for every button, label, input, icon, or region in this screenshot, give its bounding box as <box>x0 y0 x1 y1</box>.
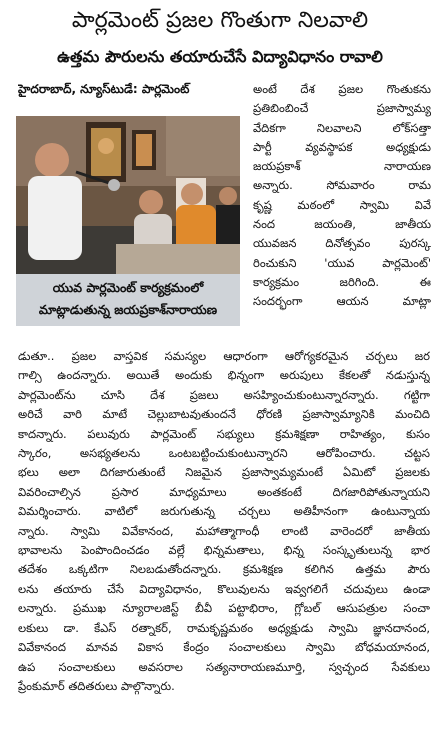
column-line: జయప్రకాశ్ నారాయణ <box>253 159 431 174</box>
column-line: యువజన దినోత్సవం పురస్క <box>253 236 431 251</box>
column-line: కృష్ణ మఠంలో స్వామి వివే <box>253 197 431 212</box>
body-line: అరిచే వారి మాటే చెల్లుబాటవుతుందనే ధోరణి ప్రజాస్వామ్యానికి మంచిది <box>18 407 430 422</box>
body-line: భావాలను పెంపొందించడం వల్లే భిన్నమతాలు, భిన్న సంస్కృతులున్న భార <box>18 543 430 558</box>
body-line: స్కారం, అసభ్యతలను ఒంటబట్టించుకుంటున్నారని ఆరోపించారు. చట్టస <box>18 446 430 461</box>
right-column-text <box>253 80 431 312</box>
body-line: తదేశం ఒక్కటిగా నిలబడుతోందన్నారు. క్రమశిక్షణ కలిగిన ఉత్తమ పౌరు <box>18 562 430 577</box>
body-line: లన్నారు. ప్రముఖ న్యూరాలజిస్ట్ బీవీ పట్టాభిరాం, గ్లోబల్ ఆసుపత్రుల సంచా <box>18 601 430 616</box>
column-line: వేదికగా నిలవాలని లోక్‌సత్తా <box>253 120 431 135</box>
body-line: పార్లమెంట్‌ను చూసి దేశ ప్రజలు అసహ్యించుకుంటున్నారన్నారు. గట్టిగా <box>18 387 430 402</box>
photo-illustration <box>16 116 240 274</box>
body-line: లకులు డా. కేఎస్ రత్నాకర్, రామకృష్ణమఠం అధ్యక్షుడు స్వామి జ్ఞానదానంద, <box>18 620 430 635</box>
subheadline: ఉత్తమ పౌరులను తయారుచేసే విద్యావిధానం రావాలి <box>57 47 383 66</box>
headline: పార్లమెంట్ ప్రజల గొంతుగా నిలవాలి <box>71 8 369 33</box>
dateline: హైదరాబాద్, న్యూస్‌టుడే: పార్లమెంట్ <box>18 82 190 96</box>
column-line: రించుకుని 'యువ పార్లమెంట్' <box>253 255 431 270</box>
body-line: విమర్శించారు. వాటిలో జరుగుతున్న చర్చలు అతిహీనంగా ఉంటున్నాయ <box>18 504 430 519</box>
body-line: ఉప సంచాలకులు అవసరాల సత్యనారాయణమూర్తి, స్వచ్ఛంద సేవకులు <box>18 659 430 674</box>
article-photo <box>16 116 240 274</box>
body-line: భలు అలా దిగజారుతుంటే నిజమైన ప్రజాస్వామ్యమంటే ఏమిటో ప్రజలకు <box>18 465 430 480</box>
body-line: ప్రేంకుమార్ తదితరులు పాల్గొన్నారు. <box>18 678 175 693</box>
column-line: పార్టీ వ్యవస్థాపక అధ్యక్షుడు <box>253 139 431 154</box>
body-line: న్నారు. స్వామి వివేకానంద, మహాత్మాగాంధీ లాంటి వారెందరో జాతీయ <box>18 523 430 538</box>
body-line: లను తయారు చేసే విద్యావిధానం, కొలువులను ఇవ్వగలిగే చదువులు ఉండా <box>18 581 430 596</box>
body-line: గాల్సి ఉందన్నారు. అయితే అందుకు భిన్నంగా అరుపులు కేకలతో నడుస్తున్న <box>18 368 430 383</box>
body-line: వివేకానంద మానవ వికాస కేంద్రం సంచాలకులు స్వామి బోధమయానంద, <box>18 640 430 655</box>
body-line: డుతూ.. ప్రజల వాస్తవిక సమస్యల ఆధారంగా ఆరోగ్యకరమైన చర్చలు జర <box>18 349 430 363</box>
photo-caption <box>16 274 240 326</box>
column-line: ప్రతిబింబించే ప్రజాస్వామ్య <box>253 101 431 116</box>
article-body <box>18 347 430 696</box>
body-line: వివరించాల్సిన ప్రసార మాధ్యమాలు అంతకంటే దిగజారిపోతున్నాయని <box>18 484 430 499</box>
body-line: కాదన్నారు. పలువురు పార్లమెంట్ సభ్యులు క్రమశిక్షణా రాహిత్యం, కుసం <box>18 426 430 441</box>
column-line: నంద జయంతి, జాతీయ <box>253 217 431 232</box>
column-line: అంటే దేశ ప్రజల గొంతుకను <box>253 82 431 96</box>
column-line: అన్నారు. సోమవారం రామ <box>253 178 431 193</box>
column-line: సందర్భంగా ఆయన మాట్లా <box>253 294 431 309</box>
caption-line: యువ పార్లమెంట్ కార్యక్రమంలో <box>52 280 204 295</box>
column-line: కార్యక్రమం జరిగింది. ఈ <box>253 274 431 289</box>
caption-line: మాట్లాడుతున్న జయప్రకాశ్‌నారాయణ <box>38 302 218 317</box>
